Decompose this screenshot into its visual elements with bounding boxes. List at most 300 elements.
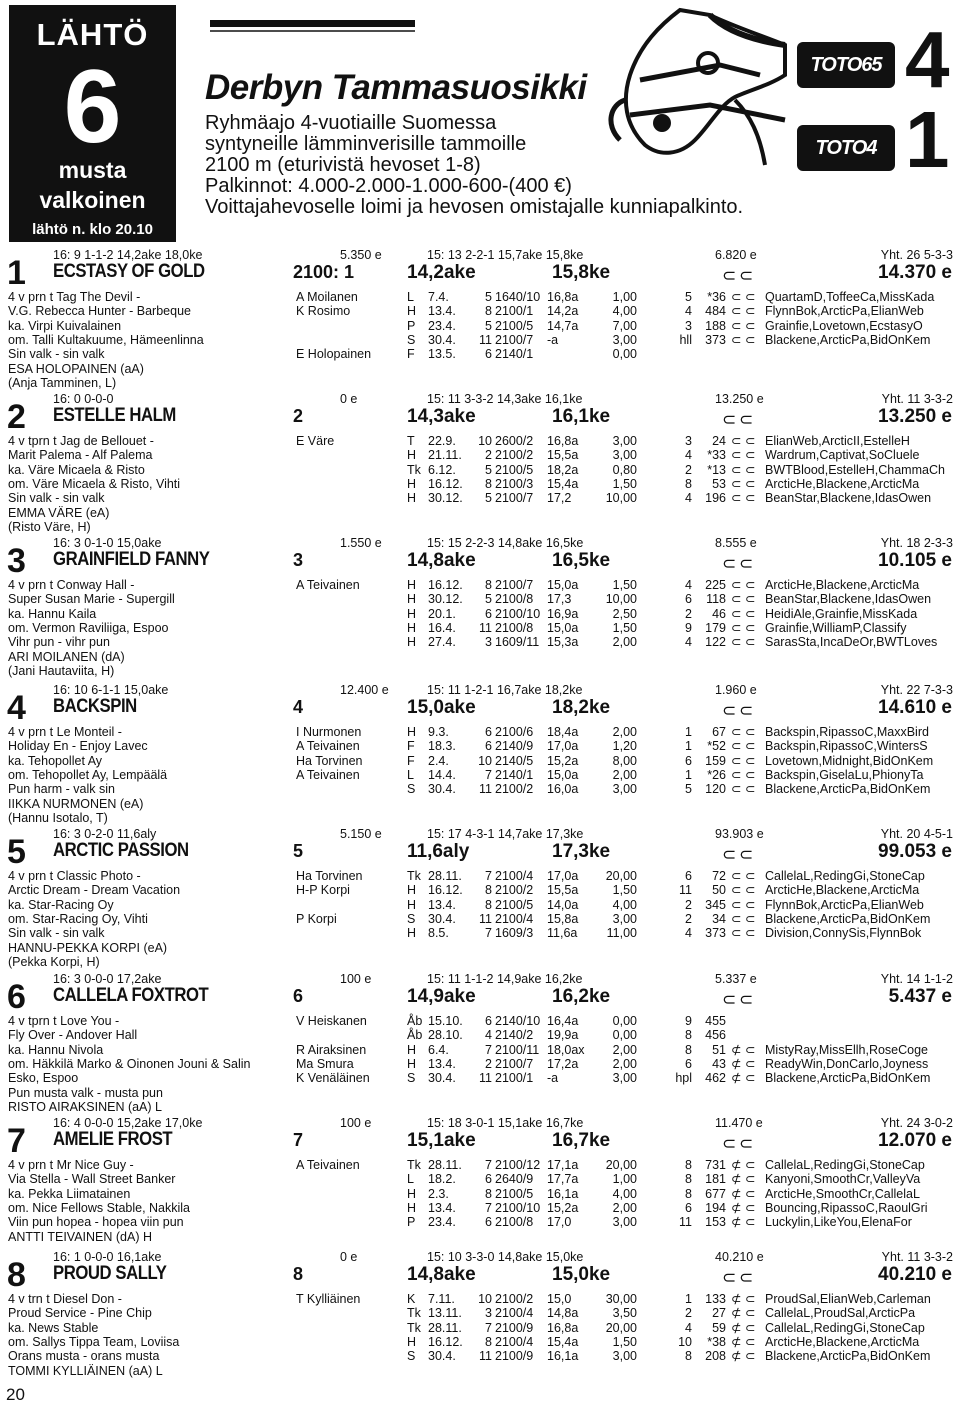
start-driver: E Holopainen xyxy=(296,347,372,362)
shoe-icon: ⊂ ⊂ xyxy=(731,476,756,491)
start-race: 4 xyxy=(485,1028,492,1043)
start-race: 6 xyxy=(485,606,492,621)
horse-name: GRAINFIELD FANNY xyxy=(53,549,210,570)
start-odds: 1,50 xyxy=(612,578,637,592)
start-odds: 8,00 xyxy=(612,753,637,768)
horse-info-line: 4 v trn t Diesel Don - xyxy=(8,1292,122,1306)
horse-info-line: IIKKA NURMONEN (eA) xyxy=(8,796,144,811)
start-top3: Grainfie,WilliamP,Classify xyxy=(765,620,907,635)
shoe-icon: ⊂ ⊂ xyxy=(731,434,756,448)
record-auto: 11,6aly xyxy=(407,841,470,862)
start-track: H xyxy=(407,592,417,607)
start-odds: 2,00 xyxy=(612,1042,637,1057)
stats-2015: 15: 13 2-2-1 15,7ake 15,8ke xyxy=(427,248,584,262)
start-odds: 4,00 xyxy=(612,304,637,319)
start-odds: 3,00 xyxy=(612,434,637,448)
start-race: 11 xyxy=(479,1071,492,1086)
start-distance: 2600/2 xyxy=(495,434,534,448)
start-top3: HeidiAle,Grainfie,MissKada xyxy=(765,606,918,621)
start-odds: 0,00 xyxy=(612,347,637,362)
start-distance: 1609/3 xyxy=(495,926,534,941)
start-top3: CallelaL,ProudSal,ArcticPa xyxy=(765,1306,916,1321)
race-info-line: Voittajahevoselle loimi ja hevosen omistajalle kunniapalkinto. xyxy=(205,196,744,218)
start-distance: 2100/5 xyxy=(495,318,534,333)
track-position: 3 xyxy=(293,550,304,570)
start-date: 30.12. xyxy=(428,491,463,506)
start-track: S xyxy=(407,782,416,797)
start-time: 17,0a xyxy=(547,869,579,883)
start-date: 28.11. xyxy=(428,1158,462,1172)
shoe-icon: ⊂ ⊂ xyxy=(722,410,753,429)
start-track: K xyxy=(407,1292,416,1306)
start-placing: 11 xyxy=(679,1215,692,1230)
start-time: 14,8a xyxy=(547,1306,579,1321)
stats-2016: 16: 9 1-1-2 14,2ake 18,0ke xyxy=(53,248,203,262)
start-top3: CallelaL,RedingGi,StoneCap xyxy=(765,1320,925,1335)
start-prize: 225 xyxy=(705,578,726,592)
start-date: 13.4. xyxy=(428,1056,456,1071)
start-track: H xyxy=(407,1042,417,1057)
start-row xyxy=(0,635,960,649)
start-odds: 20,00 xyxy=(605,1320,637,1335)
start-date: 27.4. xyxy=(428,635,456,650)
start-race: 8 xyxy=(485,476,492,491)
start-race: 7 xyxy=(485,1042,492,1057)
start-track: H xyxy=(407,1056,417,1071)
start-top3: ElianWeb,ArcticII,EstelleH xyxy=(765,434,910,448)
start-top3: Lovetown,Midnight,BidOnKem xyxy=(765,753,934,768)
horse-name: ESTELLE HALM xyxy=(53,405,176,426)
start-distance: 2100/8 xyxy=(495,592,534,607)
page-number: 20 xyxy=(6,1385,25,1404)
start-driver: A Teivainen xyxy=(296,767,360,782)
start-distance: 2140/2 xyxy=(495,1028,534,1043)
horse-info-line: ANTTI TEIVAINEN (dA) H xyxy=(8,1229,153,1244)
horse-info-line: ka. Virpi Kuivalainen xyxy=(8,318,122,333)
start-odds: 1,50 xyxy=(612,476,637,491)
start-row xyxy=(0,491,960,505)
start-placing: 6 xyxy=(685,753,692,768)
start-placing: 1 xyxy=(685,1292,692,1306)
race-color-1: musta xyxy=(58,157,127,183)
start-row xyxy=(0,1292,960,1306)
horse-info-line: om. Nice Fellows Stable, Nakkila xyxy=(8,1200,191,1215)
start-distance: 2100/5 xyxy=(495,1186,534,1201)
start-top3: QuartamD,ToffeeCa,MissKada xyxy=(765,290,935,304)
start-placing: 8 xyxy=(685,1186,692,1201)
start-row xyxy=(0,1201,960,1215)
total-money: 14.370 e xyxy=(878,262,952,283)
start-track: F xyxy=(407,347,415,362)
start-date: 23.4. xyxy=(428,318,456,333)
horse-info-line: (Jani Hautaviita, H) xyxy=(8,663,115,678)
total-stats: Yht. 18 2-3-3 xyxy=(880,536,953,550)
race-color-2: valkoinen xyxy=(39,187,146,213)
start-odds: 0,80 xyxy=(612,462,637,477)
horse-info-line: Proud Service - Pine Chip xyxy=(8,1306,152,1321)
start-top3: ArcticHe,Blackene,ArcticMa xyxy=(765,1334,920,1349)
start-prize: *36 xyxy=(707,290,726,304)
start-prize: 120 xyxy=(705,782,726,797)
start-date: 7.4. xyxy=(428,290,449,304)
start-odds: 3,00 xyxy=(612,448,637,463)
start-track: F xyxy=(407,753,415,768)
start-time: 15,8a xyxy=(547,911,579,926)
start-race: 3 xyxy=(485,1306,492,1321)
total-stats: Yht. 14 1-1-2 xyxy=(880,972,953,986)
start-top3: MistyRay,MissEllh,RoseCoge xyxy=(765,1042,929,1057)
start-race: 3 xyxy=(485,635,492,650)
start-prize: 34 xyxy=(712,911,726,926)
start-odds: 3,00 xyxy=(612,1215,637,1230)
start-row xyxy=(0,883,960,897)
start-distance: 2100/1 xyxy=(495,1071,534,1086)
start-race: 7 xyxy=(485,1158,492,1172)
start-date: 2.4. xyxy=(428,753,449,768)
horse-name: ARCTIC PASSION xyxy=(53,840,189,861)
start-prize: 188 xyxy=(705,318,726,333)
start-date: 30.4. xyxy=(428,1071,456,1086)
start-track: Tk xyxy=(407,1158,421,1172)
horse-info-line: Sin valk - sin valk xyxy=(8,347,105,362)
start-time: 18,4a xyxy=(547,725,579,739)
start-prize: 373 xyxy=(705,926,726,941)
start-race: 8 xyxy=(485,304,492,319)
start-distance: 2640/9 xyxy=(495,1172,534,1187)
shoe-icon: ⊂ ⊂ xyxy=(731,782,756,797)
start-time: 15,0a xyxy=(547,620,579,635)
start-distance: 2100/6 xyxy=(495,725,534,739)
start-prize: 484 xyxy=(705,304,726,319)
track-position: 4 xyxy=(293,697,304,717)
prize-2016: 1.550 e xyxy=(340,536,382,550)
record-auto: 15,1ake xyxy=(407,1130,476,1151)
start-distance: 2100/2 xyxy=(495,1292,534,1306)
start-race: 5 xyxy=(485,592,492,607)
start-date: 30.4. xyxy=(428,782,456,797)
start-prize: 72 xyxy=(712,869,726,883)
start-top3: FlynnBok,ArcticPa,ElianWeb xyxy=(765,897,924,912)
start-time: 17,1a xyxy=(547,1158,579,1172)
start-track: S xyxy=(407,1071,416,1086)
toto4-label: TOTO4 xyxy=(815,137,877,159)
start-race: 10 xyxy=(478,434,492,448)
total-stats: Yht. 24 3-0-2 xyxy=(880,1116,953,1130)
start-odds: 0,00 xyxy=(612,1014,637,1028)
shoe-icon: ⊂ ⊂ xyxy=(731,883,756,898)
start-row xyxy=(0,607,960,621)
start-driver: T Kylliäinen xyxy=(296,1292,361,1306)
shoe-icon: ⊂ ⊂ xyxy=(722,554,753,573)
start-track: Tk xyxy=(407,869,421,883)
start-placing: 6 xyxy=(685,869,692,883)
start-placing: 6 xyxy=(685,592,692,607)
start-placing: 3 xyxy=(685,434,692,448)
start-placing: 6 xyxy=(685,1056,692,1071)
start-time: 17,0a xyxy=(547,739,579,754)
start-odds: 7,00 xyxy=(612,318,637,333)
start-prize: *33 xyxy=(707,448,726,463)
start-odds: 1,50 xyxy=(612,883,637,898)
start-prize: 50 xyxy=(712,883,726,898)
stats-2016: 16: 10 6-1-1 15,0ake xyxy=(53,683,169,697)
horse-info-line: HANNU-PEKKA KORPI (eA) xyxy=(8,940,168,955)
start-date: 18.3. xyxy=(428,739,456,754)
total-stats: Yht. 26 5-3-3 xyxy=(880,248,953,262)
start-top3: ArcticHe,Blackene,ArcticMa xyxy=(765,883,920,898)
start-driver: A Teivainen xyxy=(296,1158,360,1172)
start-placing: 2 xyxy=(685,462,692,477)
start-race: 6 xyxy=(485,739,492,754)
record-volt: 16,2ke xyxy=(552,986,611,1007)
shoe-icon: ⊄ ⊂ xyxy=(731,1349,756,1364)
start-prize: 456 xyxy=(705,1028,726,1043)
horse-info-line: Sin valk - sin valk xyxy=(8,491,105,506)
start-prize: 59 xyxy=(712,1320,726,1335)
start-date: 16.12. xyxy=(428,476,463,491)
start-top3: Backspin,RipassoC,WintersS xyxy=(765,739,928,754)
start-race: 5 xyxy=(485,318,492,333)
start-time: 15,2a xyxy=(547,1200,579,1215)
total-money: 14.610 e xyxy=(878,697,952,718)
start-track: H xyxy=(407,304,417,319)
start-driver: K Venäläinen xyxy=(296,1071,370,1086)
start-row xyxy=(0,1335,960,1349)
start-placing: 4 xyxy=(685,491,692,506)
start-track: H xyxy=(407,620,417,635)
start-track: T xyxy=(407,434,415,448)
start-prize: 462 xyxy=(705,1071,726,1086)
start-placing: 4 xyxy=(685,1320,692,1335)
prize-2016: 100 e xyxy=(340,1116,372,1130)
start-distance: 2100/4 xyxy=(495,1334,534,1349)
start-driver: A Teivainen xyxy=(296,739,360,754)
record-auto: 14,3ake xyxy=(407,406,476,427)
total-money: 99.053 e xyxy=(878,841,952,862)
race-info-line: 2100 m (eturivistä hevoset 1-8) xyxy=(205,154,481,176)
horse-info-line: Pun harm - valk sin xyxy=(8,782,115,797)
prize-2015: 93.903 e xyxy=(715,827,764,841)
start-row xyxy=(0,898,960,912)
shoe-icon: ⊄ ⊂ xyxy=(731,1200,756,1215)
start-track: L xyxy=(407,1172,414,1187)
stats-2016: 16: 3 0-1-0 15,0ake xyxy=(53,536,162,550)
start-row xyxy=(0,739,960,753)
start-prize: 43 xyxy=(712,1056,726,1071)
toto65-leg: 4 xyxy=(905,15,950,104)
start-date: 13.4. xyxy=(428,897,456,912)
start-odds: 1,50 xyxy=(612,620,637,635)
start-row xyxy=(0,912,960,926)
horse-info-line: ka. News Stable xyxy=(8,1320,99,1335)
start-placing: 4 xyxy=(685,448,692,463)
stats-2015: 15: 11 1-1-2 14,9ake 16,2ke xyxy=(427,972,583,986)
shoe-icon: ⊂ ⊂ xyxy=(731,592,756,607)
stats-2016: 16: 4 0-0-0 15,2ake 17,0ke xyxy=(53,1116,203,1130)
record-volt: 16,5ke xyxy=(552,550,611,571)
start-driver: A Moilanen xyxy=(296,290,358,304)
start-track: H xyxy=(407,578,417,592)
start-time: 17,3 xyxy=(547,592,572,607)
shoe-icon: ⊄ ⊂ xyxy=(731,1334,756,1349)
horse-info-line: Vihr pun - vihr pun xyxy=(8,635,110,650)
start-race: 7 xyxy=(485,1320,492,1335)
start-race: 8 xyxy=(485,1186,492,1201)
start-row xyxy=(0,1158,960,1172)
start-top3: CallelaL,RedingGi,StoneCap xyxy=(765,1158,925,1172)
track-position: 5 xyxy=(293,841,304,861)
prize-2015: 1.960 e xyxy=(715,683,757,697)
horse-info-line: EMMA VÄRE (eA) xyxy=(8,505,110,520)
start-time: 16,1a xyxy=(547,1349,579,1364)
start-date: 20.1. xyxy=(428,606,456,621)
record-auto: 14,9ake xyxy=(407,986,476,1007)
horse-name: BACKSPIN xyxy=(53,696,137,717)
stats-2016: 16: 3 0-0-0 17,2ake xyxy=(53,972,162,986)
start-top3: BeanStar,Blackene,IdasOwen xyxy=(765,491,932,506)
start-row xyxy=(0,1172,960,1186)
start-driver: E Väre xyxy=(296,434,335,448)
shoe-icon: ⊂ ⊂ xyxy=(731,290,756,304)
start-placing: 2 xyxy=(685,606,692,621)
shoe-icon: ⊄ ⊂ xyxy=(731,1320,756,1335)
start-time: 14,0a xyxy=(547,897,579,912)
start-row xyxy=(0,1071,960,1085)
start-date: 15.10. xyxy=(428,1014,463,1028)
start-race: 8 xyxy=(485,578,492,592)
shoe-icon: ⊂ ⊂ xyxy=(731,725,756,739)
start-distance: 2100/2 xyxy=(495,883,534,898)
race-title: Derbyn Tammasuosikki xyxy=(205,68,587,107)
start-time: 17,2 xyxy=(547,491,572,506)
record-auto: 14,2ake xyxy=(407,262,476,283)
horse-info-line: (Hannu Isotalo, T) xyxy=(8,810,108,825)
shoe-icon: ⊄ ⊂ xyxy=(731,1056,756,1071)
horse-info-line: Esko, Espoo xyxy=(8,1071,79,1086)
start-odds: 20,00 xyxy=(605,869,637,883)
start-prize: 46 xyxy=(712,606,726,621)
start-placing: 5 xyxy=(685,782,692,797)
start-race: 6 xyxy=(485,725,492,739)
start-row xyxy=(0,434,960,448)
start-time: 17,7a xyxy=(547,1172,579,1187)
horse-info-line: om. Sallys Tippa Team, Loviisa xyxy=(8,1334,180,1349)
start-distance: 2100/3 xyxy=(495,476,534,491)
start-prize: 677 xyxy=(705,1186,726,1201)
start-time: 15,4a xyxy=(547,476,579,491)
start-odds: 11,00 xyxy=(606,926,637,941)
lahto-label: LÄHTÖ xyxy=(36,17,149,52)
start-prize: 345 xyxy=(705,897,726,912)
start-track: H xyxy=(407,606,417,621)
start-row xyxy=(0,592,960,606)
stats-2015: 15: 11 1-2-1 16,7ake 18,2ke xyxy=(427,683,583,697)
start-track: Tk xyxy=(407,462,421,477)
record-auto: 14,8ake xyxy=(407,550,476,571)
horse-info-line: ka. Pekka Liimatainen xyxy=(8,1186,131,1201)
start-odds: 1,00 xyxy=(612,1172,637,1187)
start-time: -a xyxy=(547,1071,559,1086)
start-placing: 4 xyxy=(685,578,692,592)
start-time: 15,0a xyxy=(547,578,579,592)
start-placing: 8 xyxy=(685,1028,692,1043)
start-distance: 2140/1 xyxy=(495,767,534,782)
start-distance: 2100/8 xyxy=(495,620,534,635)
total-money: 10.105 e xyxy=(878,550,952,571)
start-race: 8 xyxy=(485,1334,492,1349)
start-placing: 8 xyxy=(685,1042,692,1057)
toto4-leg: 1 xyxy=(905,95,950,184)
start-top3: FlynnBok,ArcticPa,ElianWeb xyxy=(765,304,924,319)
horse-info-line: om. Vermon Raviliiga, Espoo xyxy=(8,620,169,635)
start-track: H xyxy=(407,491,417,506)
start-row xyxy=(0,754,960,768)
start-driver: P Korpi xyxy=(296,911,337,926)
horse-name: CALLELA FOXTROT xyxy=(53,985,209,1006)
start-distance: 2100/8 xyxy=(495,1215,534,1230)
horse-info-line: ka. Hannu Nivola xyxy=(8,1042,104,1057)
start-date: 13.11. xyxy=(428,1306,462,1321)
start-time: 14,7a xyxy=(547,318,579,333)
shoe-icon: ⊂ ⊂ xyxy=(731,753,756,768)
horse-info-line: 4 v tprn t Jag de Bellouet - xyxy=(8,434,154,448)
start-race: 6 xyxy=(485,347,492,362)
start-date: 28.11. xyxy=(428,869,462,883)
horse-number: 7 xyxy=(7,1122,26,1160)
start-top3: Blackene,ArcticPa,BidOnKem xyxy=(765,1349,931,1364)
shoe-icon: ⊄ ⊂ xyxy=(731,1172,756,1187)
start-row xyxy=(0,1187,960,1201)
start-date: 9.3. xyxy=(428,725,449,739)
start-odds: 10,00 xyxy=(605,491,637,506)
total-stats: Yht. 11 3-3-2 xyxy=(881,392,953,406)
start-row xyxy=(0,333,960,347)
shoe-icon: ⊄ ⊂ xyxy=(731,1158,756,1172)
start-race: 2 xyxy=(485,1056,492,1071)
start-track: H xyxy=(407,926,417,941)
start-date: 6.12. xyxy=(428,462,456,477)
shoe-icon: ⊄ ⊂ xyxy=(731,1186,756,1201)
start-placing: 8 xyxy=(685,476,692,491)
race-info-line: syntyneille lämminverisille tammoille xyxy=(205,133,527,155)
start-track: Tk xyxy=(407,1320,421,1335)
start-driver: Ha Torvinen xyxy=(296,753,363,768)
horse-info-line: RISTO AIRAKSINEN (aA) L xyxy=(8,1099,162,1114)
shoe-icon: ⊂ ⊂ xyxy=(722,701,753,720)
start-track: F xyxy=(407,739,415,754)
horse-info-line: om. Häkkilä Marko & Oinonen Jouni & Salin xyxy=(8,1056,251,1071)
race-number-box xyxy=(9,5,176,242)
start-track: Tk xyxy=(407,1306,421,1321)
start-distance: 2100/2 xyxy=(495,448,534,463)
horse-info-line: Arctic Dream - Dream Vacation xyxy=(8,883,181,898)
start-placing: 10 xyxy=(678,1334,692,1349)
shoe-icon: ⊄ ⊂ xyxy=(731,1042,756,1057)
horse-name: PROUD SALLY xyxy=(53,1263,167,1284)
horse-info-line: Super Susan Marie - Supergill xyxy=(8,592,175,607)
start-time: 17,2a xyxy=(547,1056,579,1071)
start-race: 10 xyxy=(478,753,492,768)
start-odds: 2,50 xyxy=(612,606,637,621)
shoe-icon: ⊂ ⊂ xyxy=(731,869,756,883)
start-prize: 181 xyxy=(705,1172,726,1187)
start-driver: R Airaksinen xyxy=(296,1042,367,1057)
start-date: 13.4. xyxy=(428,304,456,319)
total-money: 12.070 e xyxy=(878,1130,952,1151)
start-race: 10 xyxy=(478,1292,492,1306)
header-stripe xyxy=(210,20,415,27)
start-prize: *26 xyxy=(707,767,726,782)
